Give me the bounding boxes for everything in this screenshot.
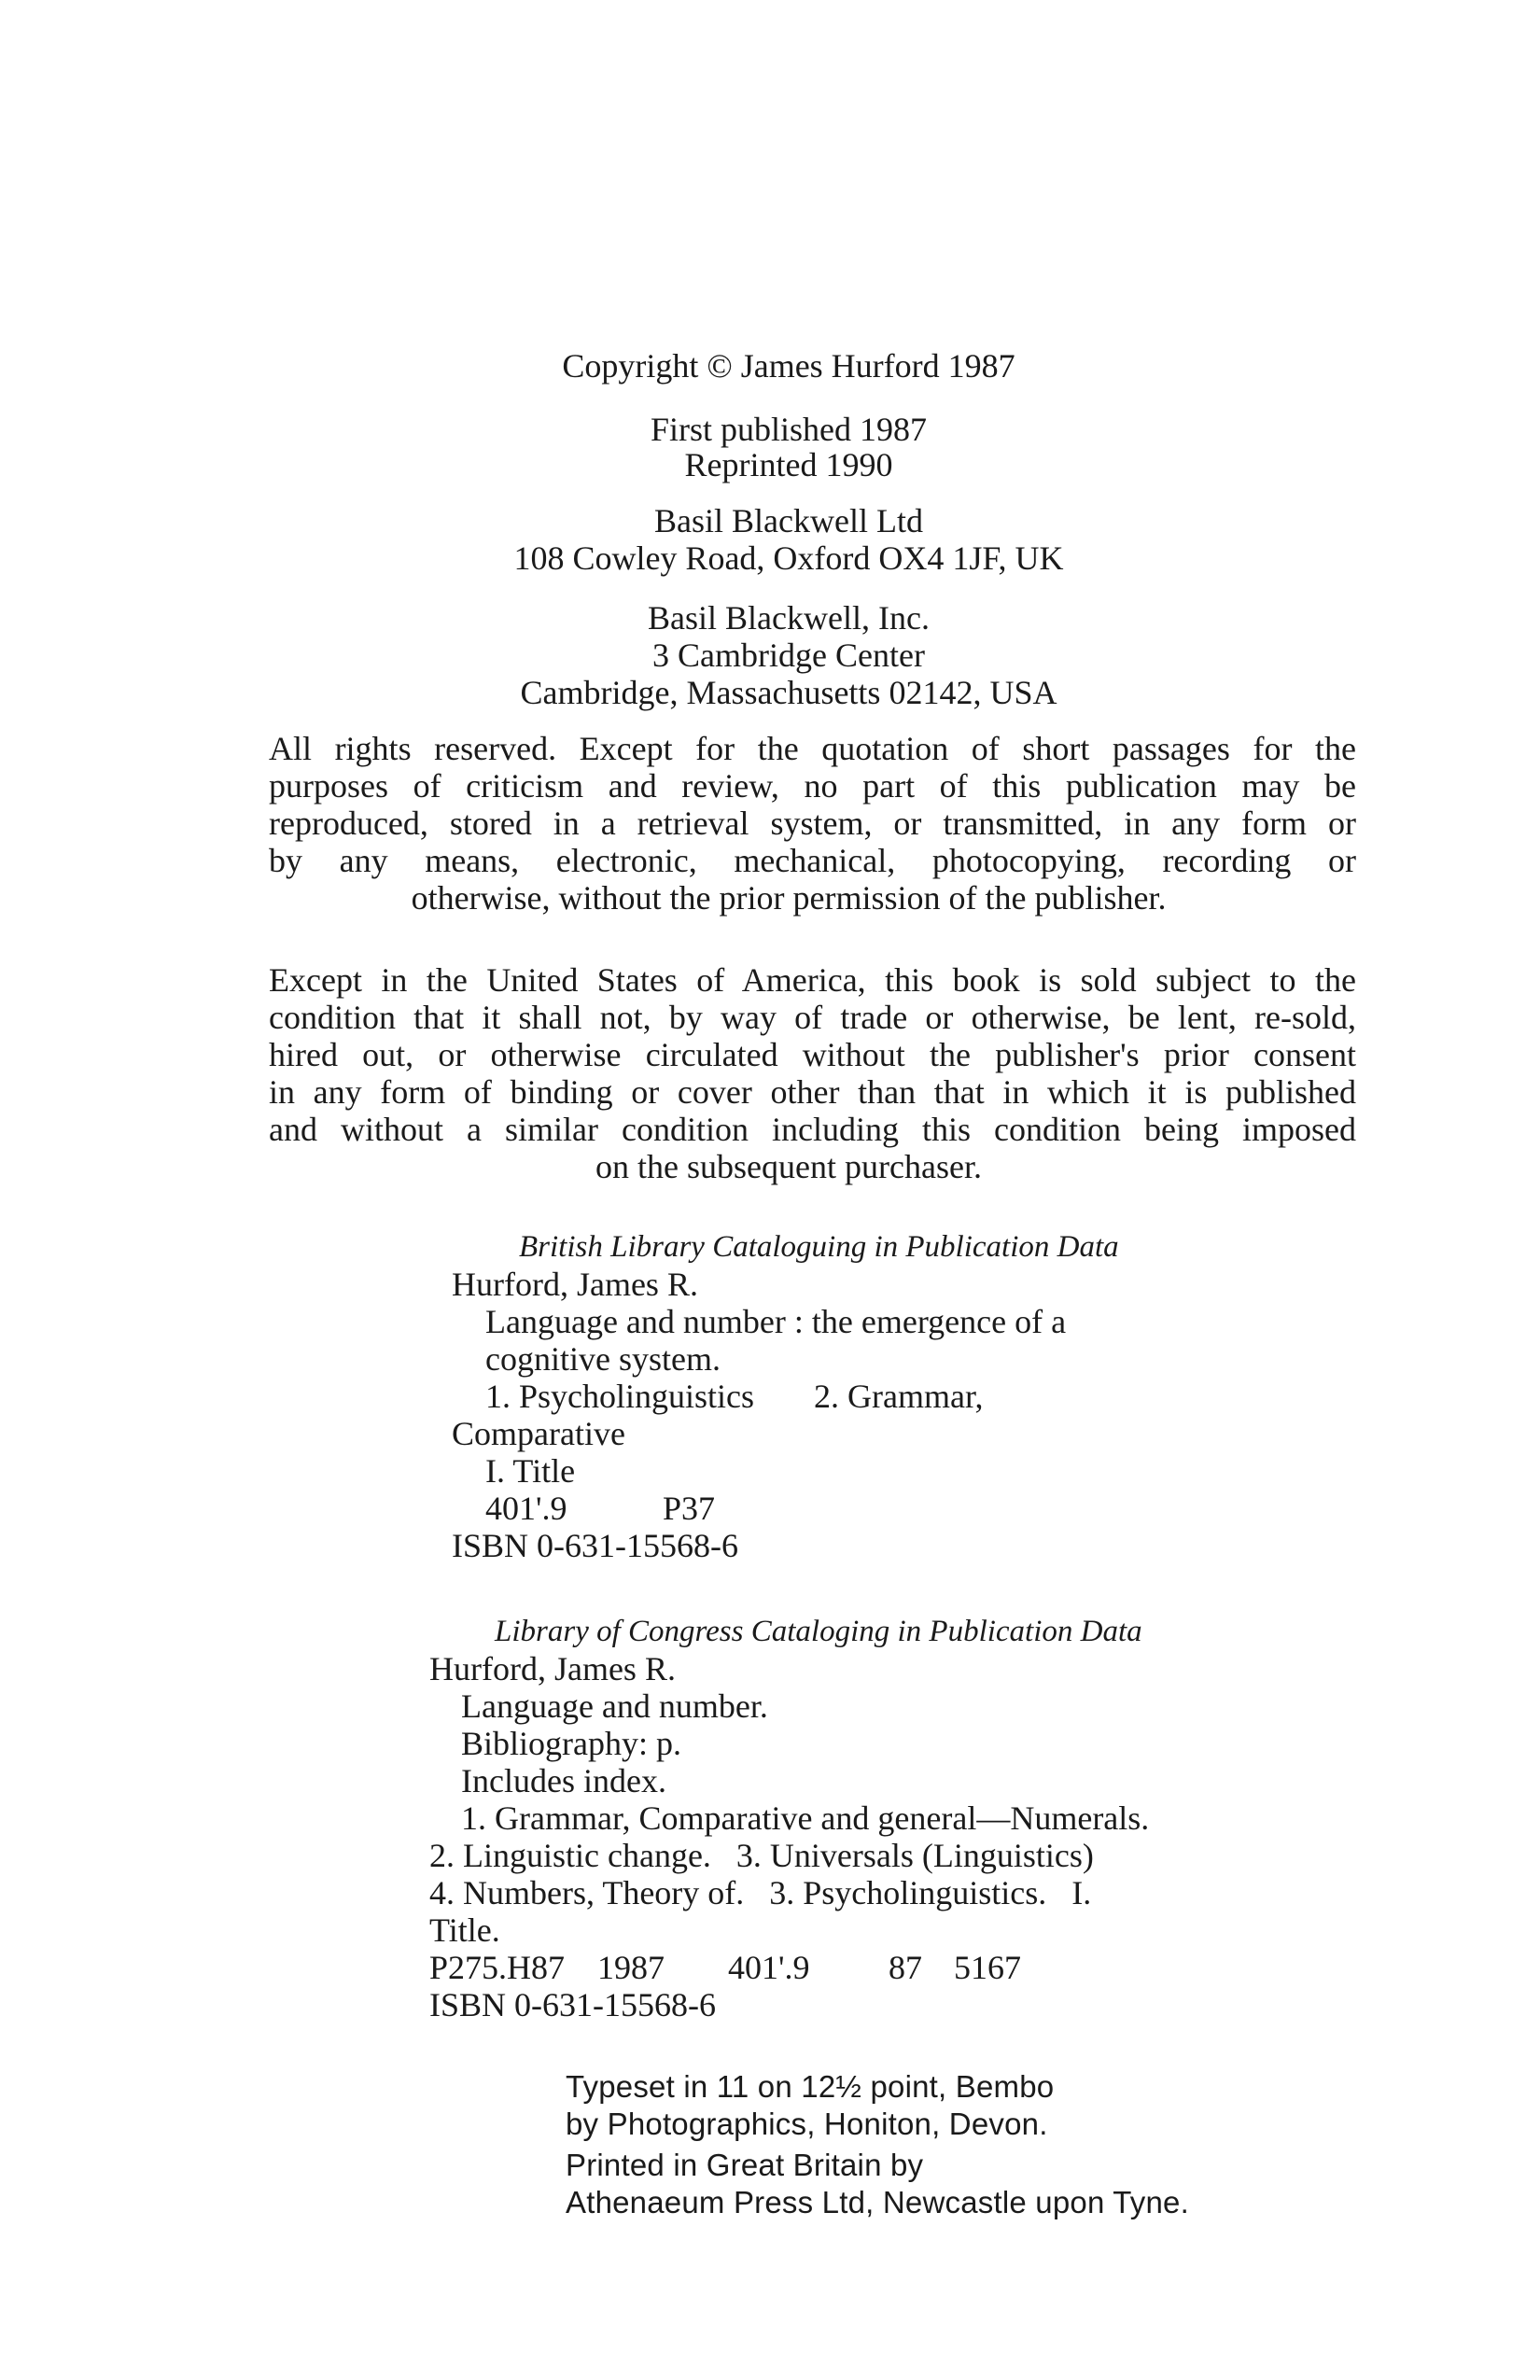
bl-cip-class-2: P37 [663,1490,716,1527]
publisher-uk-name: Basil Blackwell Ltd [654,502,923,539]
bl-cip-subject-2: 2. Grammar, [814,1378,984,1415]
loc-cip-lccn-number: 5167 [954,1949,1021,1986]
sale-line-4: in any form of binding or cover other than that in which it is published [269,1073,1356,1111]
loc-cip-title: Language and number. [461,1687,768,1725]
loc-cip-isbn: ISBN 0-631-15568-6 [429,1986,716,2023]
bl-cip-heading: British Library Cataloguing in Publication Data [519,1230,1119,1264]
bl-cip-title-1: Language and number : the emergence of a [485,1303,1067,1340]
bl-cip-author: Hurford, James R. [452,1266,698,1303]
bl-cip-isbn: ISBN 0-631-15568-6 [452,1527,738,1564]
loc-cip-heading: Library of Congress Cataloging in Publication Data [495,1615,1142,1648]
rights-line-3: reproduced, stored in a retrieval system, or transmitted, in any form or [269,805,1356,842]
loc-cip-subjects-4: Title. [429,1911,500,1949]
first-published: First published 1987 [650,411,927,448]
loc-cip-call-number: P275.H87 [429,1949,566,1986]
sale-line-3: hired out, or otherwise circulated without the publisher's prior consent [269,1036,1356,1073]
rights-line-2: purposes of criticism and review, no part of this publication may be [269,767,1356,805]
publisher-us-street: 3 Cambridge Center [652,637,925,674]
bl-cip-title-entry: I. Title [485,1452,576,1490]
loc-cip-subjects-3: 4. Numbers, Theory of. 3. Psycholinguistics. I. [429,1874,1092,1911]
colophon-printed-2: Athenaeum Press Ltd, Newcastle upon Tyne. [566,2185,1189,2219]
colophon-typeset-1: Typeset in 11 on 12½ point, Bembo [566,2069,1055,2104]
sale-line-last: on the subsequent purchaser. [595,1148,982,1185]
loc-cip-year: 1987 [597,1949,665,1986]
loc-cip-bibliography: Bibliography: p. [461,1725,681,1762]
loc-cip-author: Hurford, James R. [429,1650,676,1687]
loc-cip-lccn-year: 87 [889,1949,922,1986]
loc-cip-subjects-1: 1. Grammar, Comparative and general—Numerals. [461,1799,1150,1837]
bl-cip-title-2: cognitive system. [485,1340,721,1378]
loc-cip-index: Includes index. [461,1762,666,1799]
sale-line-5: and without a similar condition including this condition being imposed [269,1111,1356,1148]
loc-cip-dewey: 401'.9 [728,1949,810,1986]
reprinted: Reprinted 1990 [684,446,893,483]
sale-line-2: condition that it shall not, by way of trade or otherwise, be lent, re-sold, [269,999,1356,1036]
bl-cip-subject-2-cont: Comparative [452,1415,625,1452]
bl-cip-class-1: 401'.9 [485,1490,567,1527]
colophon-typeset-2: by Photographics, Honiton, Devon. [566,2107,1048,2141]
rights-line-4: by any means, electronic, mechanical, photocopying, recording or [269,842,1356,879]
sale-line-1: Except in the United States of America, this book is sold subject to the [269,961,1356,999]
rights-line-1: All rights reserved. Except for the quotation of short passages for the [269,730,1356,767]
colophon-printed-1: Printed in Great Britain by [566,2148,924,2182]
loc-cip-subjects-2: 2. Linguistic change. 3. Universals (Linguistics) [429,1837,1094,1874]
publisher-us-name: Basil Blackwell, Inc. [648,599,930,637]
copyright-line: Copyright © James Hurford 1987 [562,347,1015,385]
rights-line-last: otherwise, without the prior permission of the publisher. [411,879,1167,917]
publisher-uk-address: 108 Cowley Road, Oxford OX4 1JF, UK [513,539,1064,577]
bl-cip-subject-1: 1. Psycholinguistics [485,1378,755,1415]
publisher-us-city: Cambridge, Massachusetts 02142, USA [520,674,1057,711]
